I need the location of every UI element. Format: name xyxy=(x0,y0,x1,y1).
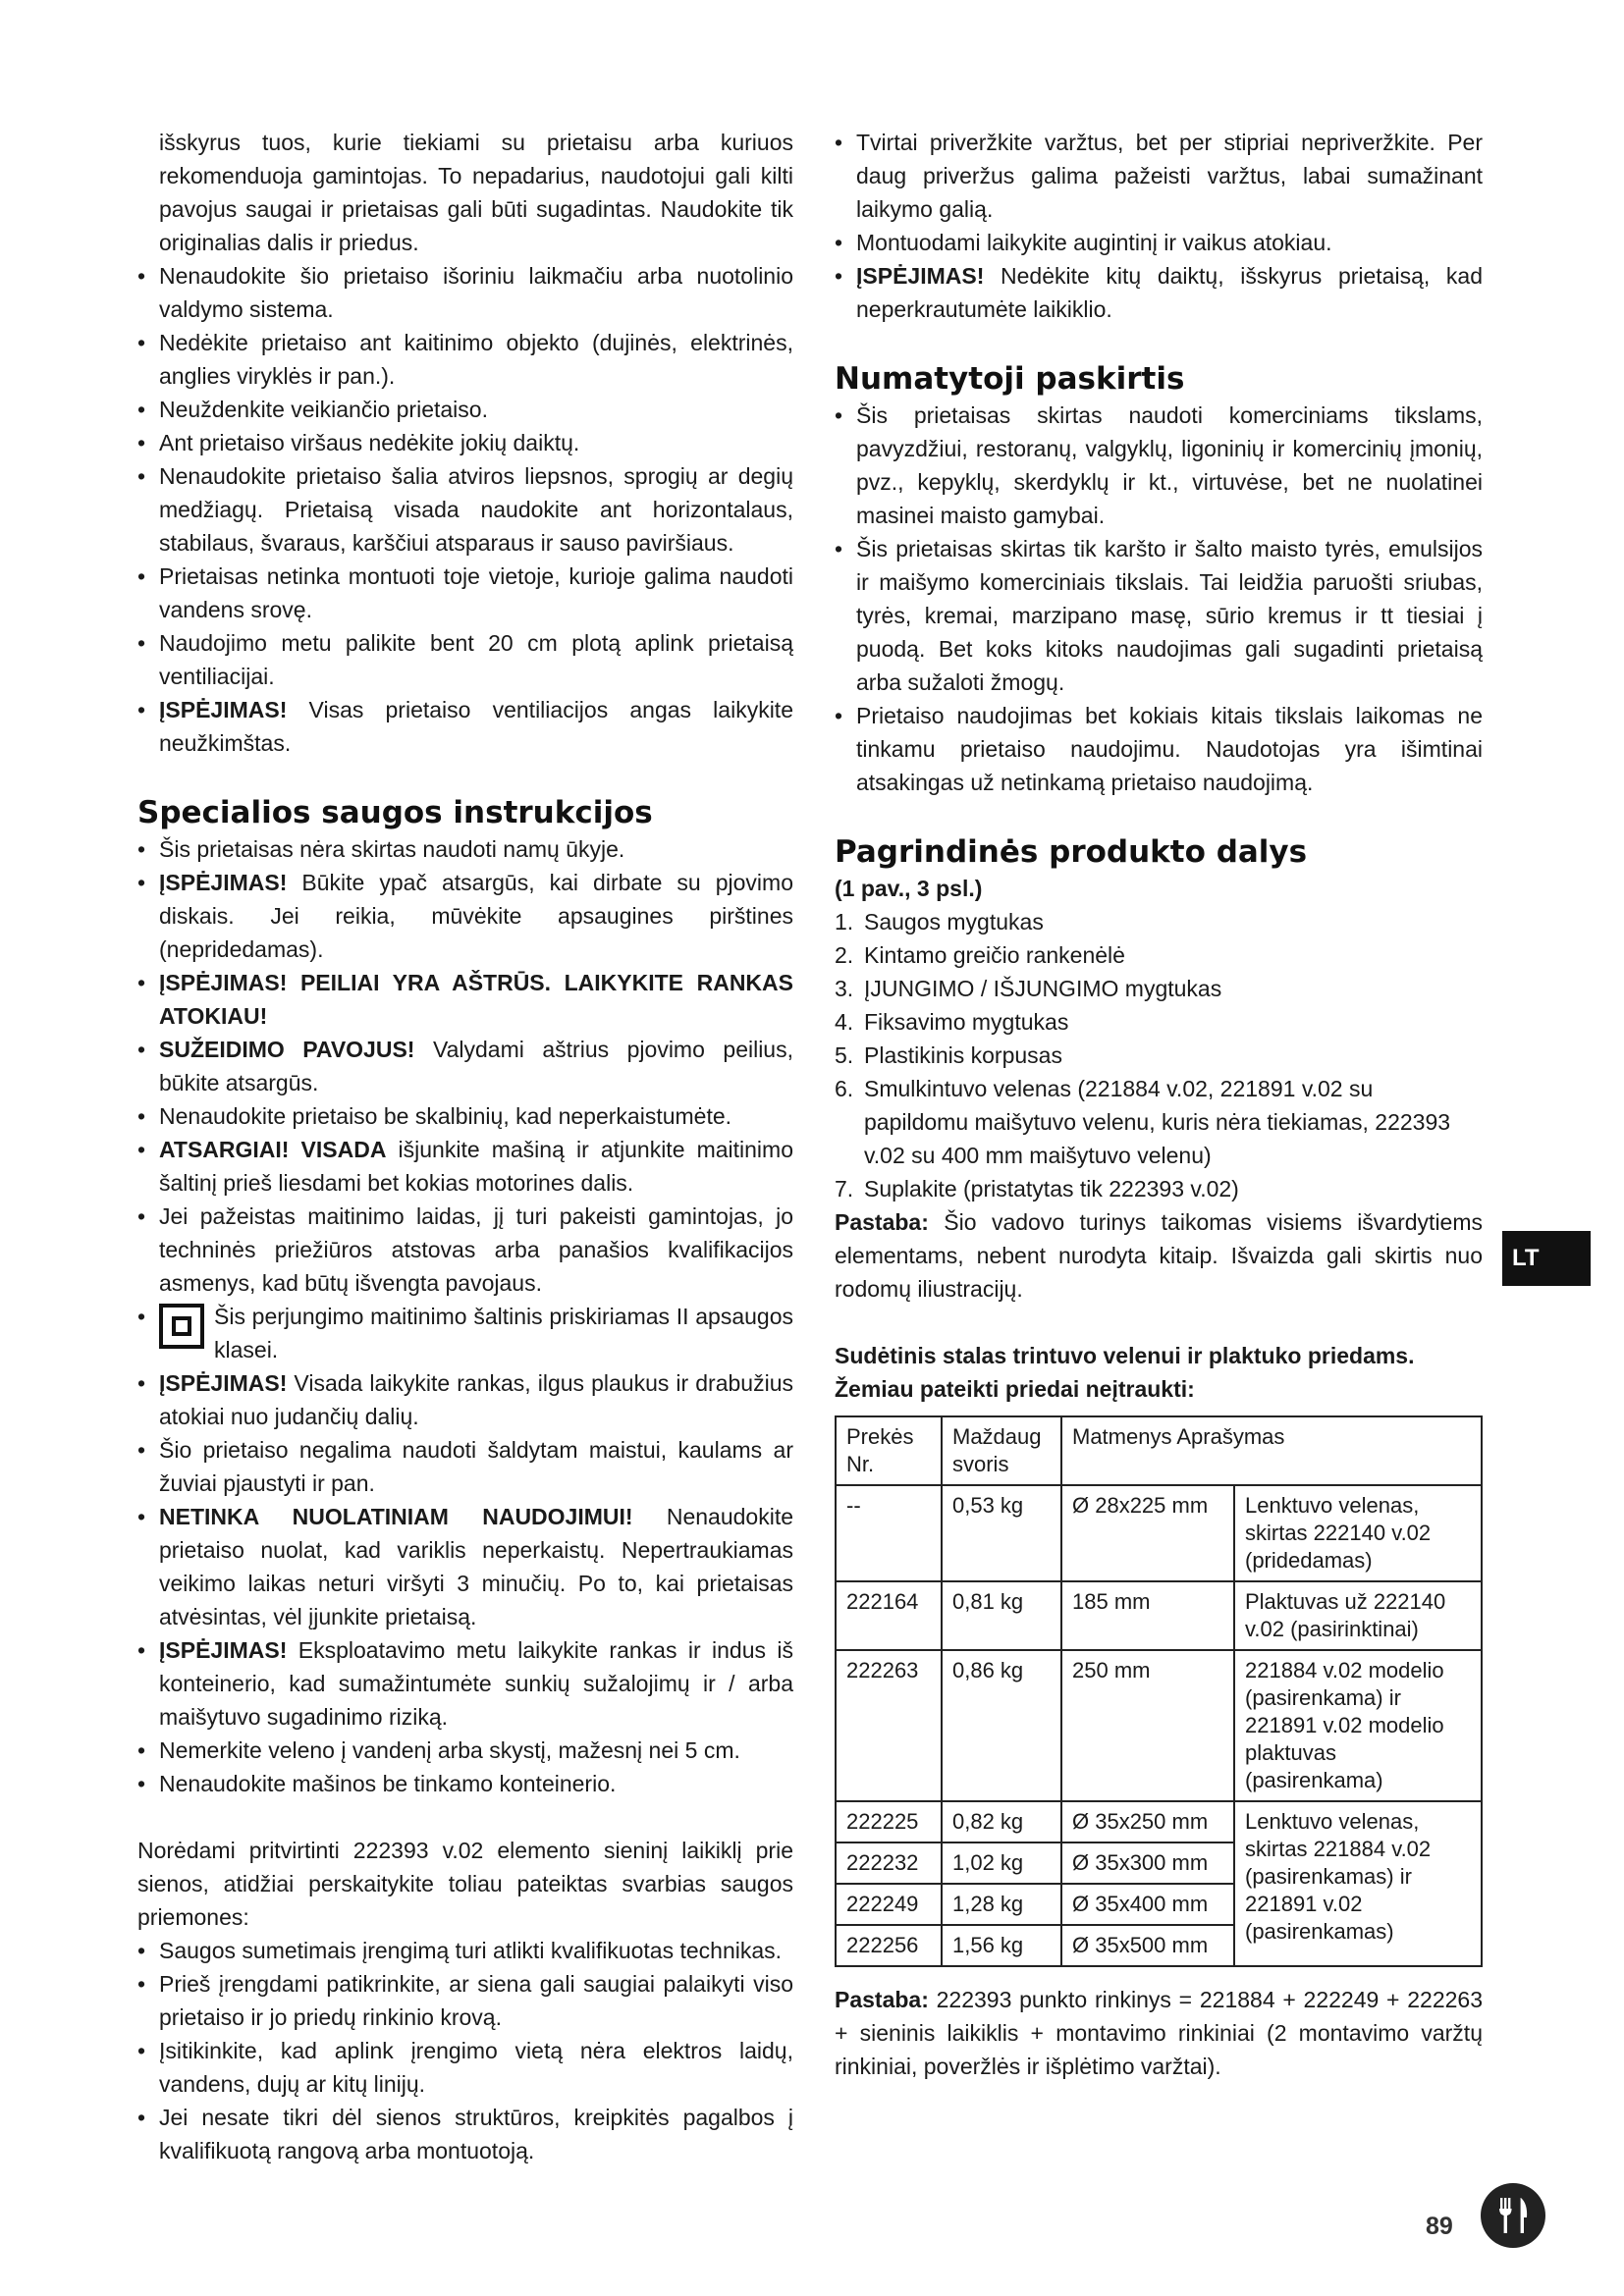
header-dimensions-description: Matmenys Aprašymas xyxy=(1061,1416,1482,1485)
cell-item: 222249 xyxy=(836,1884,942,1925)
part-name: Suplakite (pristatytas tik 222393 v.02) xyxy=(864,1176,1239,1201)
cell-weight: 1,28 kg xyxy=(942,1884,1061,1925)
warning-text: Valydami aštrius pjovimo peilius, būkite atsargūs. xyxy=(159,1037,793,1095)
cell-dimension: Ø 35x300 mm xyxy=(1061,1842,1234,1884)
part-number: 7. xyxy=(835,1176,854,1201)
cutlery-icon xyxy=(1481,2183,1545,2248)
warning-label: ĮSPĖJIMAS! xyxy=(856,263,985,289)
list-item: • Prietaisas netinka montuoti toje vietoje, kurioje galima naudoti vandens srovę. xyxy=(137,560,793,626)
table-subtitle: Žemiau pateikti priedai neįtraukti: xyxy=(835,1376,1195,1402)
part-number: 1. xyxy=(835,909,854,934)
list-item: • Prieš įrengdami patikrinkite, ar siena gali saugiai palaikyti viso prietaiso ir jo priedų rinkinio krovą. xyxy=(137,1967,793,2034)
list-item xyxy=(137,1300,793,1366)
cell-dimension: 185 mm xyxy=(1061,1581,1234,1650)
intro-paragraph: išskyrus tuos, kurie tiekiami su prietaisu arba kuriuos rekomenduoja gamintojas. To nepadarius, naudotojui gali kilti pavojus saugai ir prietaisas gali būti sugadintas. Naudokite tik originalias dalis ir priedus. xyxy=(159,130,793,255)
warning-text: Eksploatavimo metu laikykite rankas ir indus iš konteinerio, kad sumažintumėte sunkių sužalojimų ir / arba maišytuvo sugadinimo riziką. xyxy=(159,1637,793,1730)
safety-list xyxy=(137,259,793,760)
list-item: • Jei pažeistas maitinimo laidas, jį turi pakeisti gamintojas, jo techninės priežiūros atstovas arba panašios kvalifikacijos asmenys, kad būtų išvengta pavojaus. xyxy=(137,1200,793,1300)
list-item: • Nenaudokite mašinos be tinkamo konteinerio. xyxy=(137,1767,793,1800)
section-heading-parts: Pagrindinės produkto dalys xyxy=(835,834,1308,870)
section-heading-purpose: Numatytoji paskirtis xyxy=(835,361,1185,397)
cell-description: Plaktuvas už 222140 v.02 (pasirinktinai) xyxy=(1234,1581,1482,1650)
warning-text: Nenaudokite prietaiso nuolat, kad variklis neperkaistų. Nepertraukiamas veikimo laikas neturi viršyti 3 minučių. Po to, kai prietaisas atvėsintas, vėl įjunkite prietaisą. xyxy=(159,1504,794,1629)
list-item xyxy=(137,866,793,966)
cell-dimension: 250 mm xyxy=(1061,1650,1234,1801)
header-item-no: Prekės Nr. xyxy=(836,1416,942,1485)
class-ii-double-square-icon xyxy=(159,1304,204,1349)
list-item xyxy=(835,905,1483,938)
cell-weight: 0,81 kg xyxy=(942,1581,1061,1650)
cell-dimension: Ø 35x250 mm xyxy=(1061,1801,1234,1842)
list-item xyxy=(835,1072,1483,1172)
part-name: Fiksavimo mygtukas xyxy=(864,1009,1069,1035)
section-heading-special: Specialios saugos instrukcijos xyxy=(137,795,653,830)
list-item: • Naudojimo metu palikite bent 20 cm plotą aplink prietaisą ventiliacijai. xyxy=(137,626,793,693)
part-number: 3. xyxy=(835,976,854,1001)
list-item: • Šio prietaiso negalima naudoti šaldytam maistui, kaulams ar žuviai pjaustyti ir pan. xyxy=(137,1433,793,1500)
list-item xyxy=(137,693,793,760)
list-item: • Montuodami laikykite augintinį ir vaikus atokiau. xyxy=(835,226,1483,259)
list-item: • Nenaudokite šio prietaiso išoriniu laikmačiu arba nuotolinio valdymo sistema. xyxy=(137,259,793,326)
table-title: Sudėtinis stalas trintuvo velenui ir plaktuko priedams. xyxy=(835,1343,1415,1368)
note-text: Šio vadovo turinys taikomas visiems išvardytiems elementams, nebent nurodyta kitaip. Išvaizda gali skirtis nuo rodomų iliustracijų. xyxy=(835,1209,1483,1302)
note-label: Pastaba: xyxy=(835,1987,929,2012)
list-item: • Tvirtai priveržkite varžtus, bet per stipriai nepriveržkite. Per daug priveržus galima pažeisti varžtus, labai sumažinant laikymo galią. xyxy=(835,126,1483,226)
warning-label: NETINKA NUOLATINIAM NAUDOJIMUI! xyxy=(159,1504,633,1529)
cell-description: Lenktuvo velenas, skirtas 221884 v.02 (pasirenkamas) ir 221891 v.02 (pasirenkamas) xyxy=(1234,1801,1482,1966)
cell-item: 222232 xyxy=(836,1842,942,1884)
class-ii-row xyxy=(159,1300,793,1366)
list-item xyxy=(835,1039,1483,1072)
cell-item: 222263 xyxy=(836,1650,942,1801)
special-list xyxy=(137,832,793,1800)
kit-note-paragraph xyxy=(835,1983,1483,2083)
class-ii-text: • Šis perjungimo maitinimo šaltinis priskiriamas II apsaugos klasei. xyxy=(214,1304,793,1362)
part-number: 4. xyxy=(835,1009,854,1035)
note-label: Pastaba: xyxy=(835,1209,929,1235)
warning-label: SUŽEIDIMO PAVOJUS! xyxy=(159,1037,415,1062)
mounting-list xyxy=(835,126,1483,326)
cell-item: 222164 xyxy=(836,1581,942,1650)
list-item xyxy=(137,1366,793,1433)
part-number: 2. xyxy=(835,942,854,968)
parts-figure-ref: (1 pav., 3 psl.) xyxy=(835,876,983,901)
page-number: 89 xyxy=(1426,2213,1453,2240)
warning-label: ĮSPĖJIMAS! xyxy=(159,870,288,895)
warning-text: Būkite ypač atsargūs, kai dirbate su pjovimo diskais. Jei reikia, mūvėkite apsaugines pirštines (nepridedamas). xyxy=(159,870,793,962)
warning-label: ĮSPĖJIMAS! xyxy=(159,697,288,722)
part-name: Saugos mygtukas xyxy=(864,909,1044,934)
warning-text: išjunkite mašiną ir atjunkite maitinimo šaltinį prieš liesdami bet kokias motorines dalis. xyxy=(159,1137,793,1196)
cell-weight: 0,86 kg xyxy=(942,1650,1061,1801)
warning-text: Nedėkite kitų daiktų, išskyrus prietaisą, kad neperkrautumėte laikiklio. xyxy=(856,263,1483,322)
part-name: Plastikinis korpusas xyxy=(864,1042,1062,1068)
table-row xyxy=(836,1801,1482,1842)
list-item: • Nenaudokite prietaiso šalia atviros liepsnos, sprogių ar degių medžiagų. Prietaisą visada naudokite ant horizontalaus, stabilaus, švaraus, karščiui atsparaus ir sauso paviršiaus. xyxy=(137,459,793,560)
right-column xyxy=(835,126,1483,2083)
parts-list xyxy=(835,905,1483,1205)
list-item xyxy=(137,1133,793,1200)
list-item: • Nemerkite veleno į vandenį arba skystį, mažesnį nei 5 cm. xyxy=(137,1734,793,1767)
list-item xyxy=(835,938,1483,972)
left-column xyxy=(137,126,793,2167)
cell-weight: 0,53 kg xyxy=(942,1485,1061,1581)
list-item: • Saugos sumetimais įrengimą turi atlikti kvalifikuotas technikas. xyxy=(137,1934,793,1967)
cell-item: 222256 xyxy=(836,1925,942,1966)
cell-dimension: Ø 35x500 mm xyxy=(1061,1925,1234,1966)
list-item xyxy=(835,259,1483,326)
cell-dimension: Ø 28x225 mm xyxy=(1061,1485,1234,1581)
table-row xyxy=(836,1650,1482,1801)
table-row xyxy=(836,1581,1482,1650)
cell-item: 222225 xyxy=(836,1801,942,1842)
note-text: 222393 punkto rinkinys = 221884 + 222249 + 222263 + sieninis laikiklis + montavimo rinkiniai (2 montavimo varžtų rinkiniai, poveržlės ir išplėtimo varžtai). xyxy=(835,1987,1483,2079)
header-weight: Maždaug svoris xyxy=(942,1416,1061,1485)
cell-weight: 1,56 kg xyxy=(942,1925,1061,1966)
part-name: Smulkintuvo velenas (221884 v.02, 221891 v.02 su papildomu maišytuvo velenu, kuris nėra tiekiamas, 222393 v.02 su 400 mm maišytuvo velenu) xyxy=(864,1076,1451,1168)
part-number: 6. xyxy=(835,1076,854,1101)
part-name: ĮJUNGIMO / IŠJUNGIMO mygtukas xyxy=(864,976,1222,1001)
list-item xyxy=(137,1633,793,1734)
list-item: • Šis prietaisas skirtas naudoti komerciniams tikslams, pavyzdžiui, restoranų, valgyklų, ligoninių ir komercinių įmonių, pvz., kepyklų, skerdyklų ir kt., virtuvėse, bet ne nuolatinei masinei maisto gamybai. xyxy=(835,399,1483,532)
table-row xyxy=(836,1485,1482,1581)
cell-description: 221884 v.02 modelio (pasirenkama) ir 221891 v.02 modelio plaktuvas (pasirenkama) xyxy=(1234,1650,1482,1801)
cell-description: Lenktuvo velenas, skirtas 222140 v.02 (pridedamas) xyxy=(1234,1485,1482,1581)
list-item: • Šis prietaisas skirtas tik karšto ir šalto maisto tyrės, emulsijos ir maišymo komerciniais tikslais. Tai leidžia paruošti sriubas, tyrės, kremai, marzipano masę, sūrio kremus ir tt tiesiai į puodą. Bet koks kitoks naudojimas gali sugadinti prietaisą arba sužaloti žmogų. xyxy=(835,532,1483,699)
part-name: Kintamo greičio rankenėlė xyxy=(864,942,1125,968)
list-item xyxy=(835,1172,1483,1205)
warning-label: ĮSPĖJIMAS! PEILIAI YRA AŠTRŪS. LAIKYKITE RANKAS ATOKIAU! xyxy=(159,970,793,1029)
list-item: • Prietaiso naudojimas bet kokiais kitais tikslais laikomas ne tinkamu prietaiso naudojimu. Naudotojas yra išimtinai atsakingas už netinkamą prietaiso naudojimą. xyxy=(835,699,1483,799)
warning-label: ĮSPĖJIMAS! xyxy=(159,1370,288,1396)
note-paragraph xyxy=(835,1205,1483,1306)
list-item: • Šis prietaisas nėra skirtas naudoti namų ūkyje. xyxy=(137,832,793,866)
list-item xyxy=(137,1500,793,1633)
list-item: • Įsitikinkite, kad aplink įrengimo vietą nėra elektros laidų, vandens, dujų ar kitų linijų. xyxy=(137,2034,793,2101)
list-item xyxy=(835,972,1483,1005)
list-item: • Neuždenkite veikiančio prietaiso. xyxy=(137,393,793,426)
wall-mount-intro: Norėdami pritvirtinti 222393 v.02 elemento sieninį laikiklį prie sienos, atidžiai perskaitykite toliau pateiktas svarbias saugos priemones: xyxy=(137,1838,793,1930)
warning-label: ĮSPĖJIMAS! xyxy=(159,1637,288,1663)
cell-item: -- xyxy=(836,1485,942,1581)
cell-weight: 0,82 kg xyxy=(942,1801,1061,1842)
part-number: 5. xyxy=(835,1042,854,1068)
list-item: • Ant prietaiso viršaus nedėkite jokių daiktų. xyxy=(137,426,793,459)
accessories-table xyxy=(835,1415,1483,1967)
list-item: • Nedėkite prietaiso ant kaitinimo objekto (dujinės, elektrinės, anglies viryklės ir pan.). xyxy=(137,326,793,393)
warning-label: ATSARGIAI! VISADA xyxy=(159,1137,387,1162)
table-header-row xyxy=(836,1416,1482,1485)
purpose-list xyxy=(835,399,1483,799)
list-item: • Nenaudokite prietaiso be skalbinių, kad neperkaistumėte. xyxy=(137,1099,793,1133)
list-item xyxy=(835,1005,1483,1039)
warning-text: Visas prietaiso ventiliacijos angas laikykite neužkimštas. xyxy=(159,697,793,756)
list-item xyxy=(137,1033,793,1099)
wall-mount-list xyxy=(137,1934,793,2167)
warning-text: Visada laikykite rankas, ilgus plaukus ir drabužius atokiai nuo judančių dalių. xyxy=(159,1370,793,1429)
language-tab: LT xyxy=(1502,1231,1591,1286)
list-item: • Jei nesate tikri dėl sienos struktūros, kreipkitės pagalbos į kvalifikuotą rangovą arba montuotoją. xyxy=(137,2101,793,2167)
list-item xyxy=(137,966,793,1033)
cell-weight: 1,02 kg xyxy=(942,1842,1061,1884)
cell-dimension: Ø 35x400 mm xyxy=(1061,1884,1234,1925)
